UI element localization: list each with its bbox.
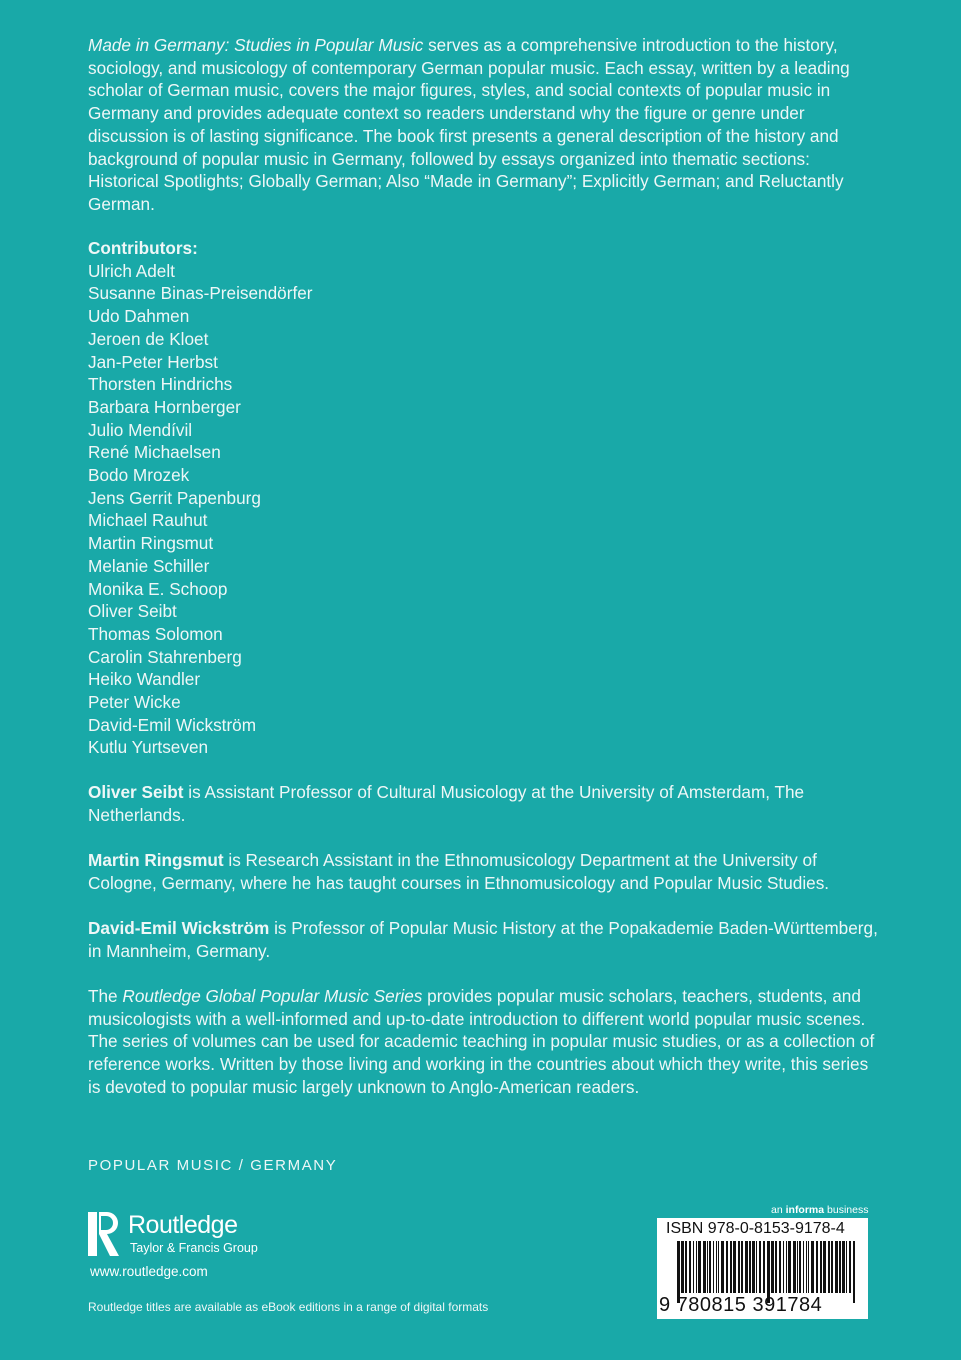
series-text: provides popular music scholars, teachers, students, and musicologists with a well-informed and up-to-date introduction to different world popular music scenes. The series of volumes can be used for academic teaching in popular music studies, or as a collection of reference works. Written by those living and working in the countries about which they write, this series is devoted to popular music largely unknown to Anglo-American readers. [88,986,875,1097]
barcode-bar [788,1241,791,1293]
contributor-name: Martin Ringsmut [88,533,214,554]
bio-text: is Assistant Professor of Cultural Musicology at the University of Amsterdam, The Netherlands. [88,782,805,825]
contributor-name: Jan-Peter Herbst [88,351,218,372]
contributors-heading: Contributors: [88,238,198,258]
barcode-bar [799,1241,801,1293]
barcode-digits: 9 780815 391784 [659,1294,823,1316]
author-name: Oliver Seibt [88,782,184,802]
barcode-bar [733,1241,736,1293]
barcode-bar [779,1241,781,1293]
barcode-bar [783,1241,784,1293]
barcode-bar [741,1241,743,1293]
barcode-bar [823,1241,826,1293]
subject-category: POPULAR MUSIC / GERMANY [88,1157,338,1174]
barcode-bar [749,1241,751,1293]
contributor-name: Melanie Schiller [88,555,210,576]
series-title: Routledge Global Popular Music Series [122,986,423,1006]
series-prefix: The [88,986,123,1006]
author-bio [88,849,878,894]
barcode-bar [849,1241,851,1293]
contributor-name: David-Emil Wickström [88,714,257,735]
isbn-barcode [657,1218,868,1319]
contributor-name: Julio Mendívil [88,419,193,440]
barcode-bar [696,1241,697,1293]
contributor-name: Monika E. Schoop [88,578,228,599]
contributor-name: Michael Rauhut [88,510,208,531]
barcode-bar [716,1241,717,1293]
barcode-bar [698,1241,701,1293]
barcode-bar [693,1241,694,1293]
routledge-r-icon [88,1210,120,1258]
contributors-section [88,237,878,759]
contributor-name: Thorsten Hindrichs [88,374,233,395]
contributor-name: Bodo Mrozek [88,465,190,486]
barcode-bar [775,1241,777,1293]
barcode-bar [811,1241,814,1293]
series-paragraph [88,985,878,1099]
publisher-url: www.routledge.com [90,1264,208,1279]
contributor-name: Susanne Binas-Preisendörfer [88,283,313,304]
barcode-bar [689,1241,691,1293]
barcode-bar [752,1241,755,1293]
contributor-name: Kutlu Yurtseven [88,737,209,758]
barcode-bar [793,1241,796,1293]
barcode-bar [738,1241,740,1293]
barcode-bar [797,1241,798,1293]
barcode-bar [726,1241,728,1293]
description-paragraph [88,34,878,216]
contributor-name: Thomas Solomon [88,623,223,644]
contributors-list [88,260,878,759]
barcode-bar [842,1241,845,1293]
barcode-bar [806,1241,807,1293]
author-bio [88,781,878,826]
barcode-bar [828,1241,830,1293]
barcode-bar [707,1241,708,1293]
barcode-bar [808,1241,809,1293]
ebook-note: Routledge titles are available as eBook editions in a range of digital formats [88,1300,489,1314]
barcode-bar [713,1241,714,1293]
publisher-name: Routledge [128,1211,238,1239]
barcode-bar [816,1241,818,1293]
contributor-name: Jeroen de Kloet [88,328,209,349]
contributor-name: Udo Dahmen [88,306,190,327]
contributor-name: Jens Gerrit Papenburg [88,487,261,508]
barcode-bar [839,1241,841,1293]
barcode-bar [709,1241,711,1293]
barcode-bar [718,1241,719,1293]
author-name: Martin Ringsmut [88,850,224,870]
barcode-bar [835,1241,838,1293]
barcode-bar [803,1241,804,1293]
contributor-name: Peter Wicke [88,692,181,713]
contributor-name: Oliver Seibt [88,601,177,622]
isbn-label: ISBN 978-0-8153-9178-4 [666,1220,845,1237]
barcode-bar [703,1241,706,1293]
book-title: Made in Germany: Studies in Popular Music [88,35,424,55]
informa-tagline: an informa business [771,1204,869,1216]
publisher-group: Taylor & Francis Group [130,1241,258,1255]
barcode-bar [846,1241,847,1293]
author-name: David-Emil Wickström [88,918,270,938]
contributor-name: Ulrich Adelt [88,260,175,281]
barcode-bar [745,1241,748,1293]
contributor-name: Barbara Hornberger [88,396,241,417]
contributor-name: Heiko Wandler [88,669,201,690]
barcode-bar [685,1241,687,1293]
barcode-bar [831,1241,833,1293]
bio-text: is Professor of Popular Music History at the Popakademie Baden-Württemberg, in Mannheim, Germany. [88,918,878,961]
contributor-name: Carolin Stahrenberg [88,646,242,667]
barcode-bar [763,1241,765,1293]
barcode-bar [756,1241,757,1293]
author-bio [88,917,878,962]
contributor-name: René Michaelsen [88,442,221,463]
barcode-bar [853,1241,855,1303]
barcode-bar [730,1241,732,1293]
barcode-bar [759,1241,761,1293]
barcode-bar [721,1241,724,1293]
description-text: serves as a comprehensive introduction to the history, sociology, and musicology of contemporary German popular music. Each essay, written by a leading scholar of German music, covers the major figures, styles, and social contexts of popular music in Germany and provides adequate context so readers understand why the figure or genre under discussion is of lasting significance. The book first presents a general description of the history and background of popular music in Germany, followed by essays organized into thematic sections: Historical Spotlights; Globally German; Also “Made in Germany”; Explicitly German; and Reluctantly German. [88,35,850,214]
barcode-bar [771,1241,774,1293]
barcode-bar [786,1241,787,1293]
barcode-bar [681,1241,684,1293]
barcode-bar [820,1241,822,1293]
bio-text: is Research Assistant in the Ethnomusicology Department at the University of Cologne, Germany, where he has taught courses in Ethnomusicology and Popular Music Studies. [88,850,830,893]
